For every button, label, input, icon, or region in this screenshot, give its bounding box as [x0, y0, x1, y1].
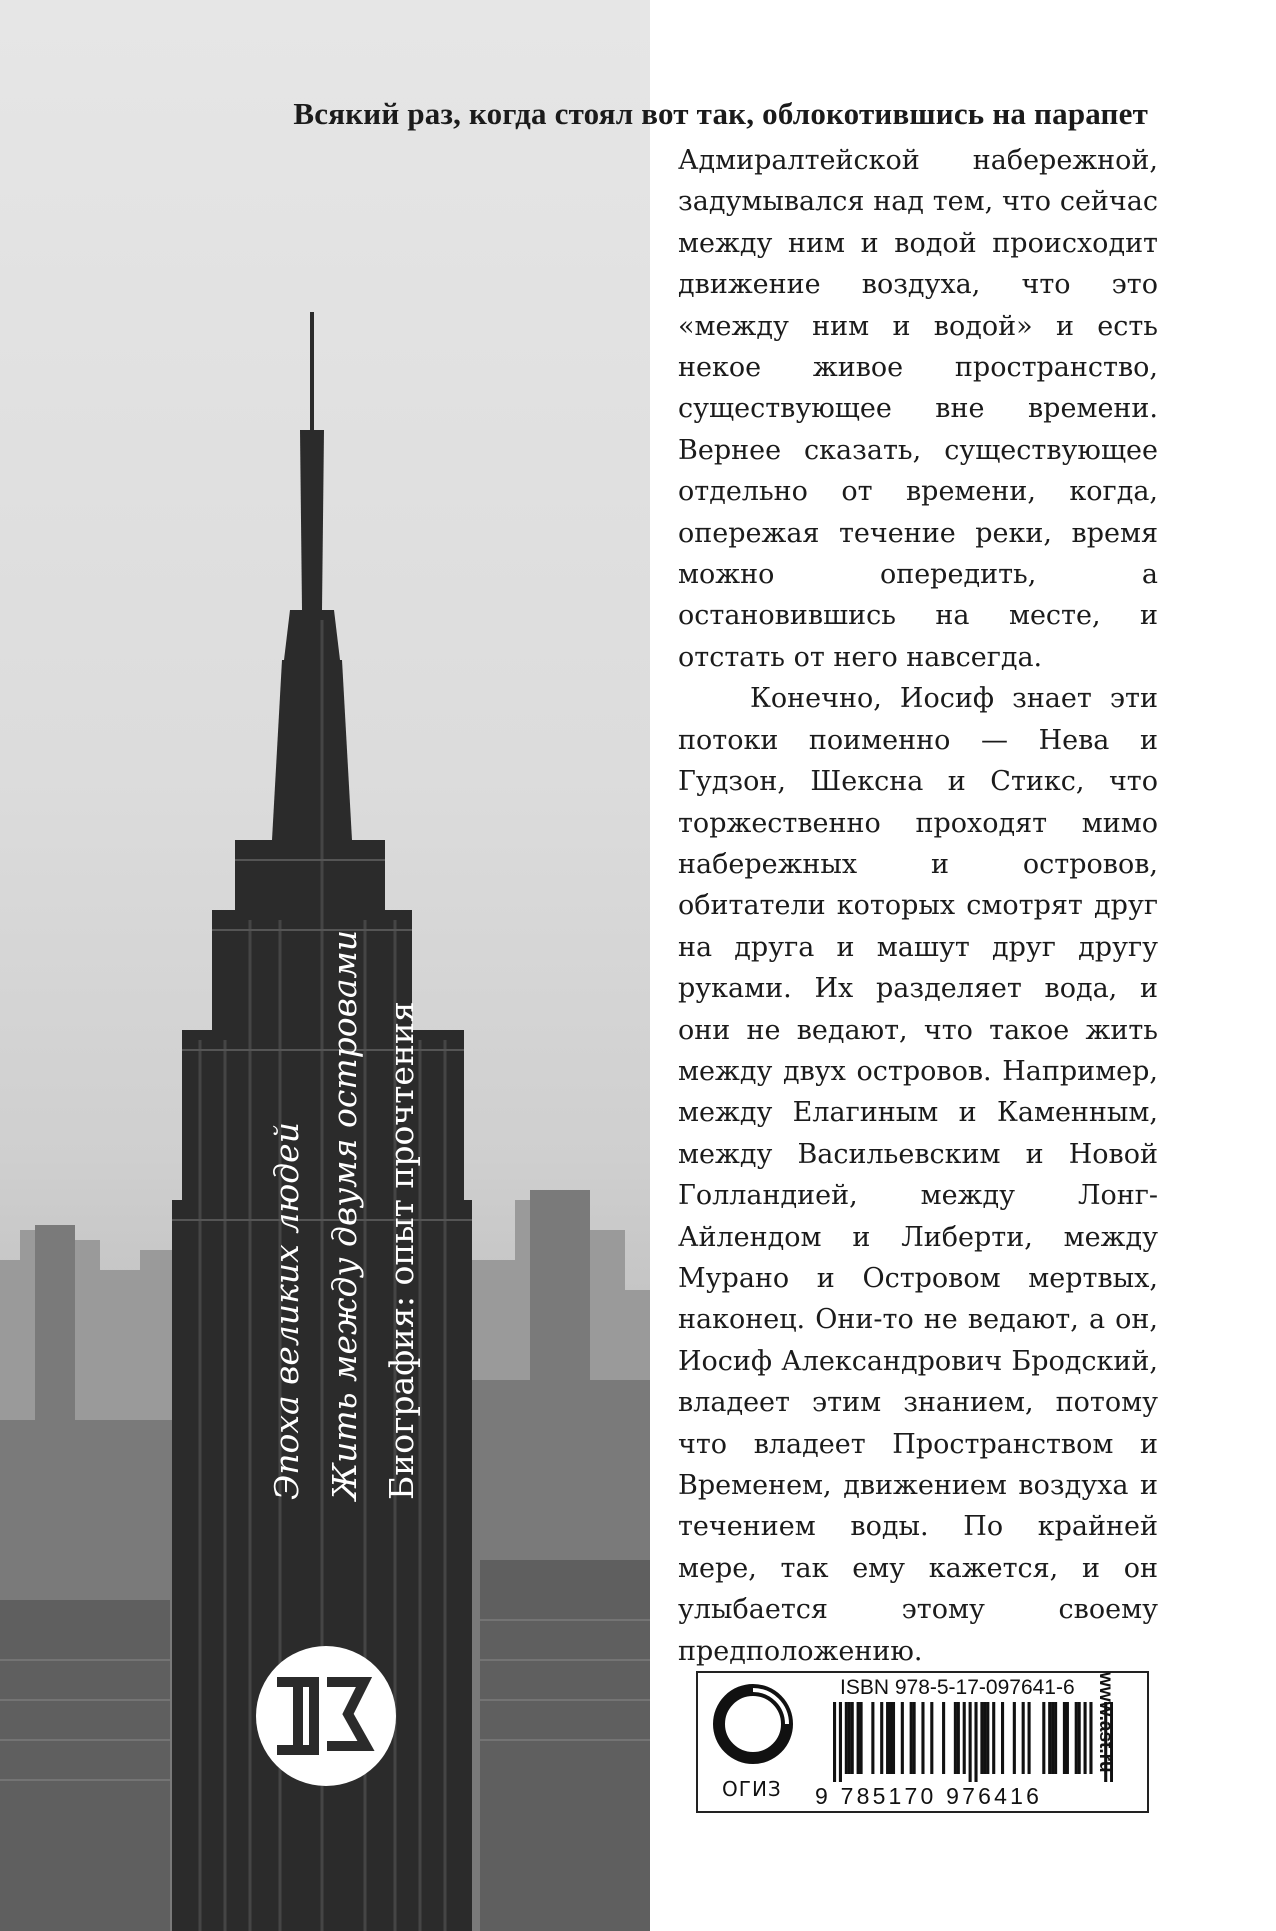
barcode-bar [1078, 1702, 1081, 1774]
barcode-bar [833, 1702, 836, 1782]
barcode-bar [880, 1702, 883, 1774]
isbn-block [696, 1671, 1149, 1813]
barcode-bar [889, 1702, 892, 1774]
barcode-bar [954, 1702, 957, 1774]
barcode-bar [1051, 1702, 1054, 1774]
barcode-bar [910, 1702, 913, 1774]
barcode-bar [1022, 1702, 1025, 1774]
barcode-bar [851, 1702, 854, 1774]
ean-digits: 9 785170 976416 [815, 1783, 1043, 1809]
book-title: Жить между двумя островами [325, 929, 364, 1500]
barcode-bar [1028, 1702, 1031, 1774]
barcode-bar [839, 1702, 842, 1782]
barcode-bar [963, 1702, 966, 1774]
barcode-bar [1001, 1702, 1004, 1774]
barcode-bar [957, 1702, 960, 1774]
barcode-bar [1075, 1702, 1078, 1774]
barcode-bar [1042, 1702, 1045, 1774]
ogiz-label: ОГИЗ [722, 1777, 782, 1801]
barcode-bar [980, 1702, 983, 1774]
barcode-bar [969, 1702, 972, 1782]
barcode [833, 1702, 1113, 1782]
barcode-bar [921, 1702, 924, 1774]
barcode-bar [845, 1702, 848, 1774]
barcode-bar [871, 1702, 874, 1774]
barcode-bar [892, 1702, 895, 1774]
back-cover-text [678, 140, 1158, 1672]
barcode-bar [1066, 1702, 1069, 1774]
barcode-bar [901, 1702, 904, 1774]
barcode-bar [974, 1702, 977, 1782]
lead-sentence: Всякий раз, когда стоял вот так, облокотившись на парапет [293, 96, 1148, 131]
publisher-website: www.ast.ru [1095, 1672, 1116, 1773]
paragraph-2: Конечно, Иосиф знает эти потоки поименно — Нева и Гудзон, Шексна и Стикс, что торжественно проходят мимо набережных и островов, обитатели которых смотрят друг на друга и машут друг другу руками. Их разделяет вода, и они не ведают, что такое жить между двух островов. Например, между Елагиным и Каменным, между Васильевским и Новой Голландией, между Лонг-Айлендом и Либерти, между Мурано и Островом мертвых, наконец. Они-то не ведают, а он, Иосиф Александрович Бродский, владеет этим знанием, потому что владеет Пространством и Временем, движением воздуха и течением воды. По крайней мере, так ему кажется, и он улыбается этому своему предположению. [678, 683, 1158, 1667]
barcode-bar [1089, 1702, 1092, 1774]
barcode-bar [860, 1702, 863, 1774]
barcode-bar [848, 1702, 851, 1774]
barcode-bar [942, 1702, 945, 1774]
barcode-bar [930, 1702, 933, 1774]
barcode-bar [1013, 1702, 1016, 1774]
barcode-bar [1048, 1702, 1051, 1774]
barcode-bar [992, 1702, 995, 1774]
book-subtitle: Биография: опыт прочтения [382, 1001, 421, 1500]
barcode-bar [983, 1702, 986, 1774]
barcode-bar [886, 1702, 889, 1774]
paragraph-1: Адмиралтейской набережной, задумывался над тем, что сейчас между ним и водой происходит движение воздуха, что это «между ним и водой» и есть некое живое пространство, существующее вне времени. Вернее сказать, существующее отдельно от времени, когда, опережая течение реки, время можно опередить, а остановившись на месте, и отстать от него навсегда. [678, 145, 1158, 673]
barcode-bar [986, 1702, 989, 1774]
barcode-bar [913, 1702, 916, 1774]
barcode-bar [857, 1702, 860, 1774]
barcode-bar [1063, 1702, 1066, 1774]
zhzl-logo-icon [252, 1642, 400, 1790]
isbn-number: ISBN 978-5-17-097641-6 [840, 1676, 1075, 1699]
barcode-bar [1084, 1702, 1087, 1774]
barcode-bar [1054, 1702, 1057, 1774]
series-title: Эпоха великих людей [267, 1122, 306, 1500]
ogiz-ring-icon [712, 1683, 794, 1765]
